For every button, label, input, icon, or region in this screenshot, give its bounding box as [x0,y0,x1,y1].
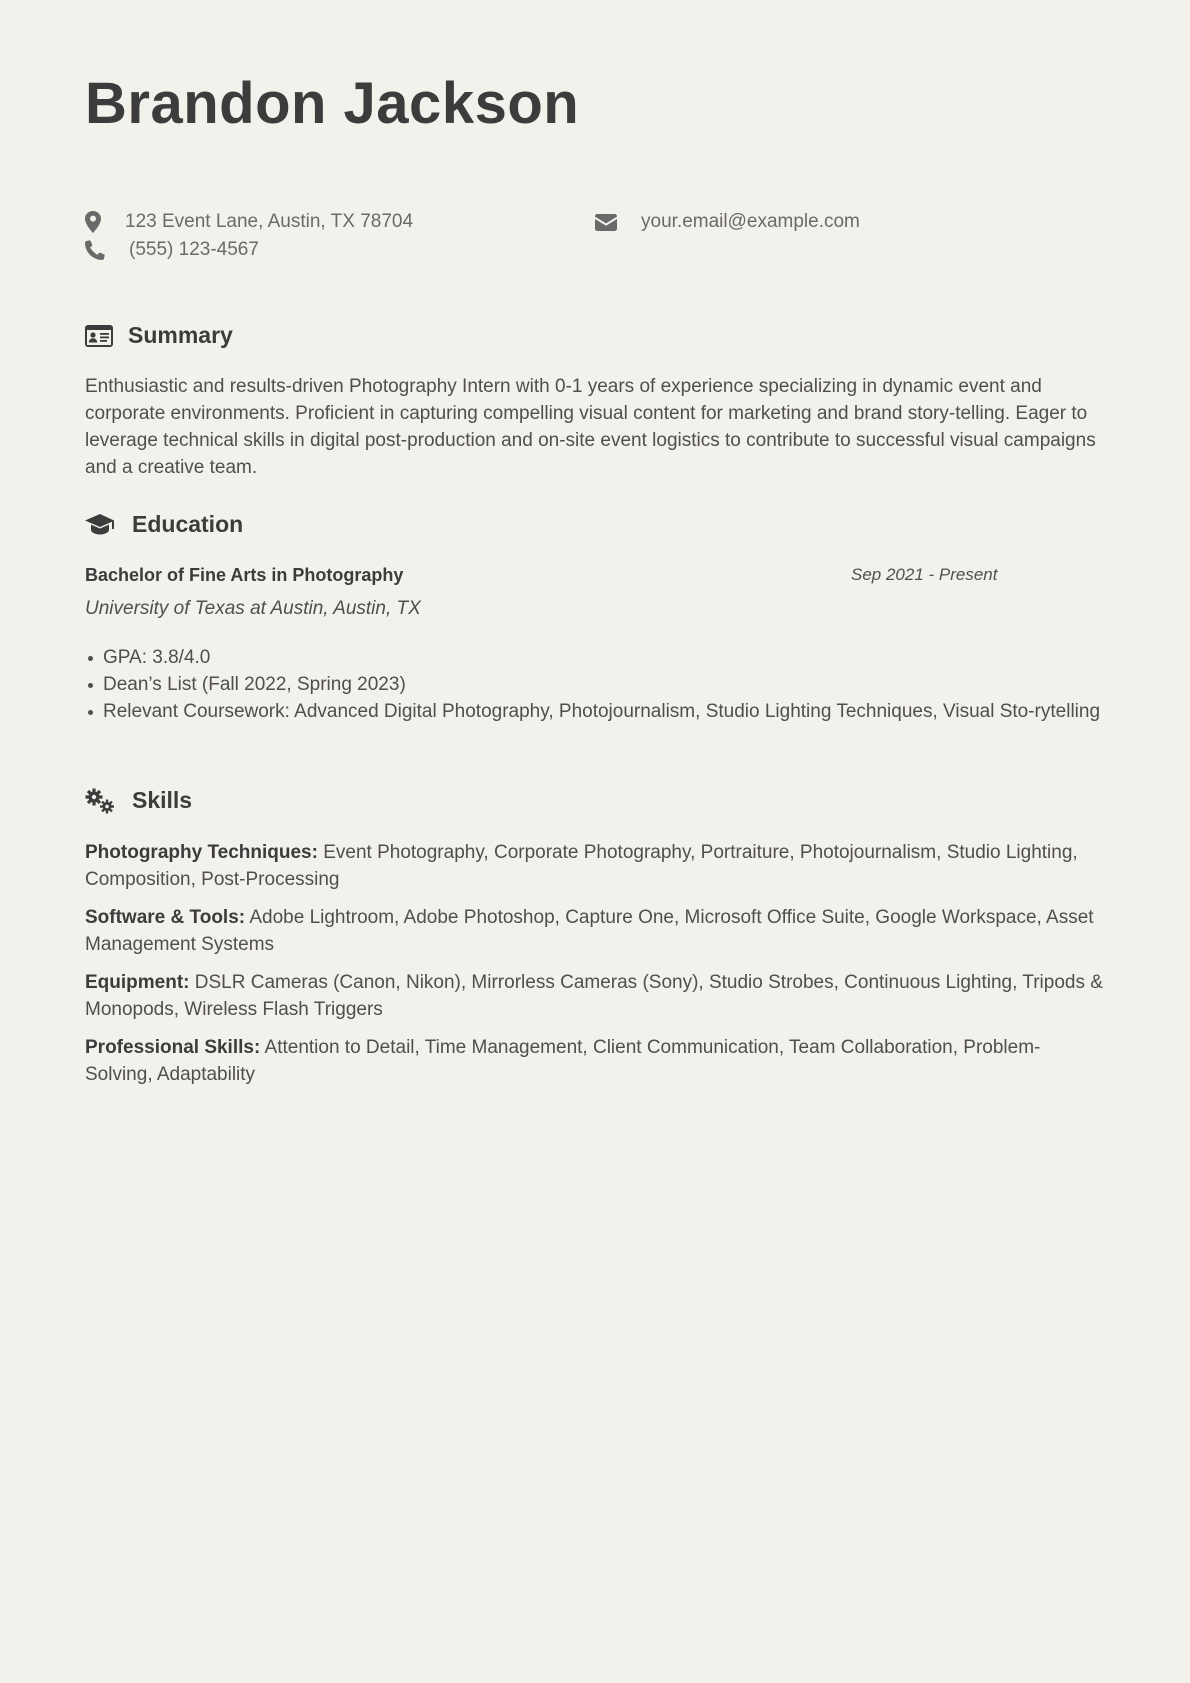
skill-label: Equipment: [85,972,190,993]
contact-address [85,211,413,233]
skills-heading [85,787,192,814]
education-heading [85,511,243,538]
skill-value: Event Photography, Corporate Photography, Portraiture, Photojournalism, Studio Lighting, Composition, Post-Processing [85,842,1078,890]
phone-text: (555) 123-4567 [129,239,259,260]
contact-phone [85,239,259,261]
skill-value: Adobe Lightroom, Adobe Photoshop, Capture One, Microsoft Office Suite, Google Workspace, Asset Management Systems [85,907,1094,955]
education-dates: Sep 2021 - Present [851,565,998,584]
school-name: University of Texas at Austin, Austin, TX [85,598,421,619]
candidate-name: Brandon Jackson [85,71,580,136]
gears-icon [85,788,115,814]
list-item: GPA: 3.8/4.0 [103,644,1123,671]
skill-equipment [85,969,1105,1023]
map-marker-icon [85,211,101,233]
degree-title: Bachelor of Fine Arts in Photography [85,565,404,585]
contact-email [595,211,860,233]
list-item: Relevant Coursework: Advanced Digital Photography, Photojournalism, Studio Lighting Techniques, Visual Sto-rytelling [103,698,1123,725]
education-title: Education [132,511,244,537]
skill-photography-techniques [85,839,1105,893]
summary-title: Summary [128,322,233,348]
education-details-list [85,644,1123,725]
envelope-icon [595,214,617,231]
skill-software-tools [85,904,1105,958]
skill-professional-skills [85,1034,1105,1088]
skills-title: Skills [132,787,193,813]
list-item: Dean’s List (Fall 2022, Spring 2023) [103,671,1123,698]
skill-label: Software & Tools: [85,907,246,928]
skill-value: DSLR Cameras (Canon, Nikon), Mirrorless Cameras (Sony), Studio Strobes, Continuous Lighting, Tripods & Monopods, Wireless Flash Triggers [85,972,1103,1020]
skill-label: Photography Techniques: [85,842,318,863]
skill-value: Attention to Detail, Time Management, Client Communication, Team Collaboration, Problem-Solving, Adaptability [85,1037,1041,1085]
email-link[interactable]: your.email@example.com [641,211,860,232]
phone-icon [85,240,105,260]
id-card-icon [85,325,113,347]
address-text: 123 Event Lane, Austin, TX 78704 [125,211,414,232]
graduation-cap-icon [85,513,115,537]
skill-label: Professional Skills: [85,1037,261,1058]
summary-heading [85,322,233,349]
summary-text: Enthusiastic and results-driven Photography Intern with 0-1 years of experience specializing in dynamic event and corporate environments. Proficient in capturing compelling visual content for marketing and brand story-telling. Eager to leverage technical skills in digital post-production and on-site event logistics to contribute to successful visual campaigns and a creative team. [85,376,1096,478]
